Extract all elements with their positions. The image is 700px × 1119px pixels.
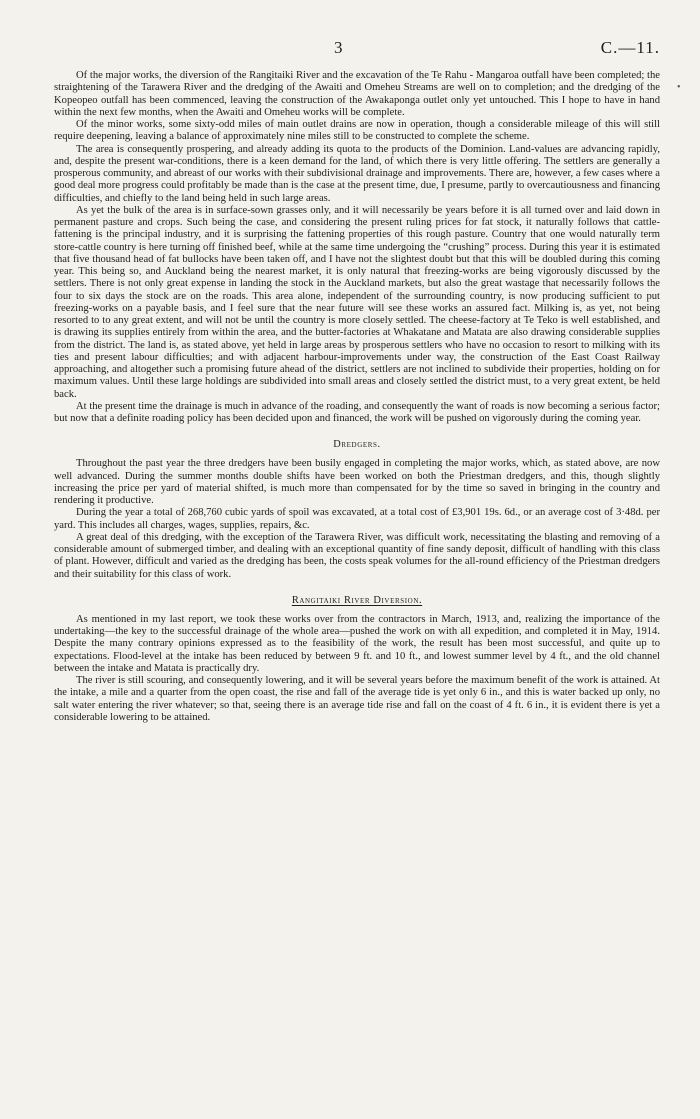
paragraph: During the year a total of 268,760 cubic yards of spoil was excavated, at a total cost of £3,901 19s. 6d., or an average cost of 3·48d. per yard. This includes all charges, wages, supplies, repairs, &c.	[54, 507, 660, 531]
paragraph: The river is still scouring, and consequently lowering, and it will be several years before the maximum benefit of the work is attained. At the intake, a mile and a quarter from the open coast, the rise and fall of the average tide is yet only 6 in., and this is water backed up only, no salt water entering the river whatever; so that, seeing there is an average tide rise and fall on the coast of 4 ft. 6 in., it is evident there is yet a considerable lowering to be attained.	[54, 675, 660, 723]
paragraph: A great deal of this dredging, with the exception of the Tarawera River, was difficult work, necessitating the blasting and removing of a considerable amount of submerged timber, and dealing with an exceptional quantity of fine sandy deposit, difficult of handling with this class of plant. However, difficult and varied as the dredging has been, the costs speak volumes for the all-round efficiency of the Priestman dredgers and their suitability for this class of work.	[54, 531, 660, 580]
page-header	[54, 38, 660, 64]
paragraph: Of the major works, the diversion of the Rangitaiki River and the excavation of the Te Rahu - Mangaroa outfall have been completed; the straightening of the Tarawera River and the dredging of the Awaiti and Omeheu Streams are well on to completion; and the dredging of the Kopeopeo outfall has been commenced, leaving the construction of the Awakaponga outlet only yet untouched. This I hope to have in hand within the next few months, when the Awaiti and Omeheu works will be complete.	[54, 70, 660, 118]
paragraph: Of the minor works, some sixty-odd miles of main outlet drains are now in operation, though a considerable mileage of this will still require deepening, leaving a balance of approximately nine miles still to be constructed to complete the scheme.	[54, 119, 660, 143]
paragraph: The area is consequently prospering, and already adding its quota to the products of the Dominion. Land-values are advancing rapidly, and, despite the present war-conditions, there is a keen demand for the land, of which there is very little offering. The settlers are generally a prosperous community, and abreast of our works with their subdivisional drainage and improvements. There are, however, a few cases where a good deal more progress could profitably be made than is the case at the present time, due, I presume, partly to overcautiousness and financing difficulties, and chiefly to the land being held in such large areas.	[54, 143, 660, 204]
diversion-section	[54, 595, 660, 724]
margin-mark: •	[677, 82, 681, 93]
intro-section	[54, 70, 660, 425]
page-number: 3	[334, 38, 344, 57]
page-body	[54, 38, 660, 724]
paragraph: As yet the bulk of the area is in surface-sown grasses only, and it will necessarily be years before it is all turned over and laid down in permanent pasture and crops. Such being the case, and considering the present ruling prices for fat stock, it naturally follows that cattle-fattening is the principal industry, and it is surprising the fattening properties of this rough pasture. Country that one would naturally term store-cattle country is here turning off finished beef, while at the same time undergoing the “crushing” process. During this year it is estimated that five thousand head of fat bullocks have been taken off, and I have not the slightest doubt but that this will be doubled during this coming year. This being so, and Auckland being the nearest market, it is only natural that freezing-works are being vigorously discussed by the settlers. There is not only great expense in landing the stock in the Auckland markets, but also the great wastage that necessarily follows the four to six days the stock are on the roads. This area alone, independent of the surrounding country, is now producing sufficient to put freezing-works on a payable basis, and I feel sure that the near future will see these works an assured fact. Milking is, as yet, not being resorted to to any great extent, and will not be until the country is more closely settled. The cheese-factory at Te Teko is well established, and is drawing its supplies entirely from within the area, and the butter-factories at Whakatane and Matata are also drawing considerable supplies from the district. The land is, as stated above, yet held in large areas by prosperous settlers who have no occasion to resort to milking with its ties and present labour difficulties; and with adjacent harbour-improvements under way, the construction of the East Coast Railway approaching, and altogether such a promising future ahead of the district, settlers are not inclined to subdivide their properties, holding on for maximum values. Until these large holdings are subdivided into small areas and closely settled the district must, to a very great extent, be held back.	[54, 204, 660, 400]
document-reference: C.—11.	[600, 38, 660, 57]
paragraph: Throughout the past year the three dredgers have been busily engaged in completing the major works, which, as stated above, are now well advanced. During the summer months double shifts have been worked on both the Priestman dredgers, and this, though slightly increasing the price per yard of material shifted, is much more than compensated for by the time so saved in bringing in the country and rendering it productive.	[54, 458, 660, 506]
section-heading: Rangitaiki River Diversion.	[291, 594, 423, 606]
paragraph: As mentioned in my last report, we took these works over from the contractors in March, 1913, and, realizing the importance of the undertaking—the key to the successful drainage of the whole area—pushed the work on with all expedition, and completed it in May, 1914. Despite the many contrary opinions expressed as to the feasibility of the work, the result has been most successful, and quite up to expectations. Flood-level at the intake has been reduced by between 9 ft. and 10 ft., and lowest summer level by 4 ft., and the old channel between the intake and Matata is practically dry.	[54, 613, 660, 674]
paragraph: At the present time the drainage is much in advance of the roading, and consequently the want of roads is now becoming a serious factor; but now that a definite roading policy has been decided upon and financed, the work will be pushed on vigorously during the coming year.	[54, 400, 660, 424]
section-heading: Dredgers.	[333, 439, 381, 451]
dredgers-section	[54, 439, 660, 581]
